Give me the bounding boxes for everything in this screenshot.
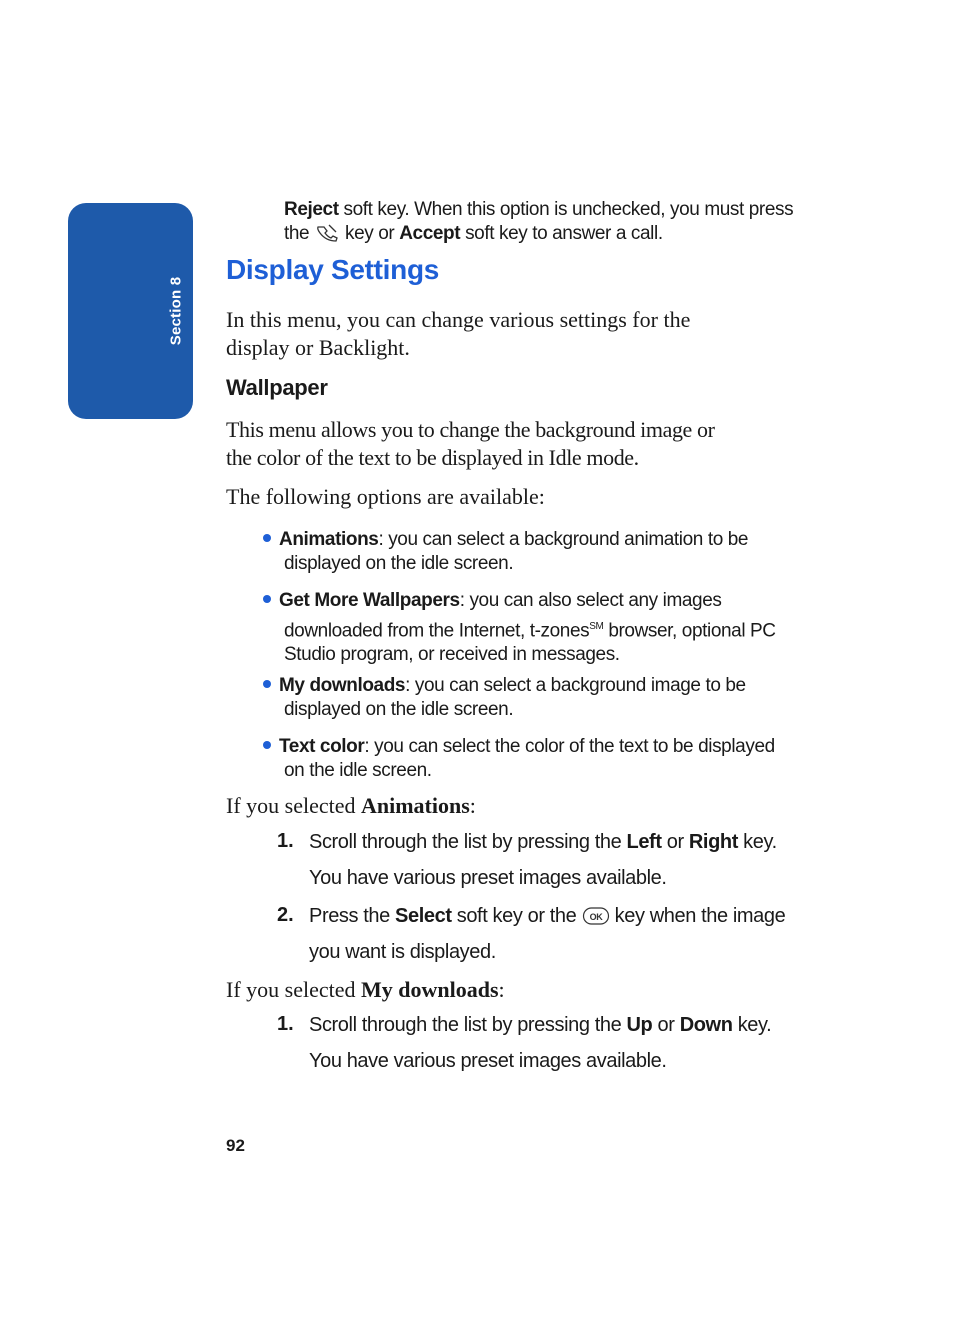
wallpaper-description: This menu allows you to change the background image or the color of the text to be displayed in Idle mode. xyxy=(226,417,715,470)
animations-intro: If you selected Animations: xyxy=(226,793,476,818)
bullet-dot xyxy=(263,741,271,749)
svg-text:OK: OK xyxy=(589,912,602,922)
accept-term: Accept xyxy=(399,223,461,244)
bullet-dot xyxy=(263,534,271,542)
intro-paragraph: In this menu, you can change various settings for the display or Backlight. xyxy=(226,307,691,360)
bullet-dot xyxy=(263,595,271,603)
reject-term: Reject xyxy=(284,199,339,220)
step-item: Scroll through the list by pressing the Up or Down key. You have various preset images available. xyxy=(309,1014,772,1072)
step-number: 1. xyxy=(277,830,294,852)
page-number: 92 xyxy=(226,1136,245,1155)
step-item: Scroll through the list by pressing the Left or Right key. You have various preset images available. xyxy=(309,831,777,889)
bullet-text-color: Text color: you can select the color of the text to be displayed on the idle screen. xyxy=(263,735,793,783)
bullet-dot xyxy=(263,680,271,688)
ok-key-icon xyxy=(582,904,610,936)
step-number: 2. xyxy=(277,904,294,926)
bullet-animations: Animations: you can select a background animation to be displayed on the idle screen. xyxy=(263,528,793,576)
step-number: 1. xyxy=(277,1013,294,1035)
step-item: Press the Select soft key or the OK key when the image you want is displayed. xyxy=(309,905,786,963)
page-title: Display Settings xyxy=(226,254,440,285)
bullet-get-more-wallpapers: Get More Wallpapers: you can also select any images downloaded from the Internet, t-zones℠ browser, optional PC Studio program, or received in messages. xyxy=(263,589,793,667)
send-key-icon xyxy=(314,223,340,250)
downloads-intro: If you selected My downloads: xyxy=(226,977,505,1002)
options-intro: The following options are available: xyxy=(226,484,545,509)
section-tab-label: Section 8 xyxy=(167,276,185,346)
intro-continuation: Reject soft key. When this option is unchecked, you must press the key or Accept soft key to answer a call. xyxy=(284,198,804,250)
bullet-my-downloads: My downloads: you can select a background image to be displayed on the idle screen. xyxy=(263,674,793,722)
wallpaper-heading: Wallpaper xyxy=(226,375,328,400)
